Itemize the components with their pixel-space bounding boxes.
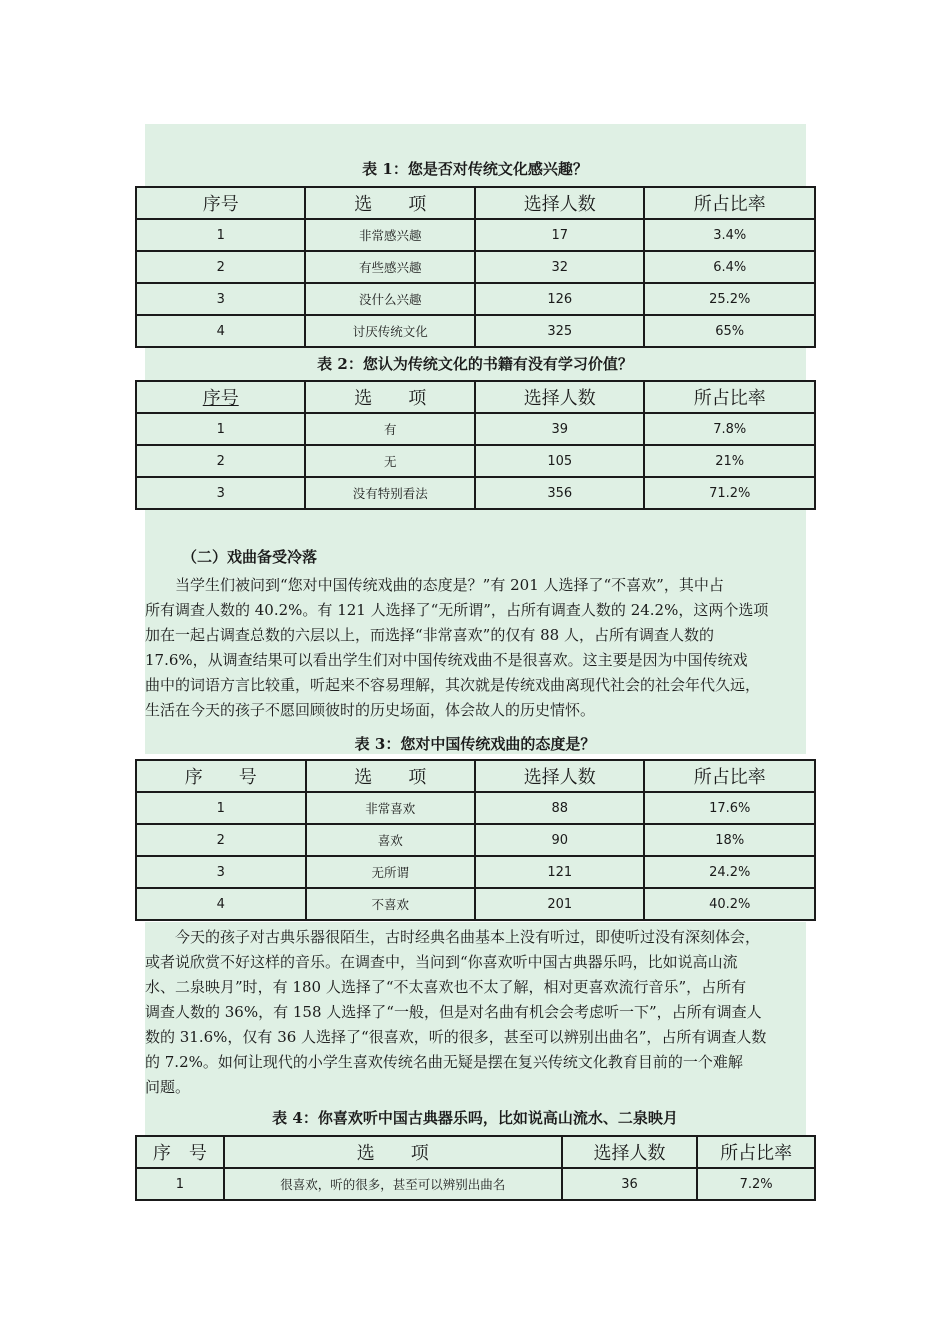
paragraph-line: 17.6%，从调查结果可以看出学生们对中国传统戏曲不是很喜欢。这主要是因为中国传统戏 xyxy=(145,651,748,669)
table-row xyxy=(136,477,815,509)
header-cell: 选择人数 xyxy=(562,1136,698,1168)
table-2-caption: 表 2：您认为传统文化的书籍有没有学习价值？ xyxy=(317,355,633,373)
header-cell: 选 项 xyxy=(224,1136,562,1168)
cell-percent: 6.4% xyxy=(644,251,815,283)
cell-count: 17 xyxy=(475,219,644,251)
table-row xyxy=(136,792,815,824)
paragraph-line: 水、二泉映月”时，有 180 人选择了“不太喜欢也不太了解，相对更喜欢流行音乐”，占所有 xyxy=(145,978,747,996)
table-4 xyxy=(135,1135,816,1201)
paragraph-line: 生活在今天的孩子不愿回顾彼时的历史场面，体会故人的历史情怀。 xyxy=(145,701,596,719)
header-cell: 选择人数 xyxy=(475,187,644,219)
cell-number: 2 xyxy=(136,445,305,477)
table-row xyxy=(136,824,815,856)
table-header-row xyxy=(136,187,815,219)
cell-count: 105 xyxy=(475,445,644,477)
paragraph-2 xyxy=(145,925,815,1100)
table-row xyxy=(136,1168,815,1200)
header-cell: 选择人数 xyxy=(475,381,644,413)
table-1 xyxy=(135,186,816,348)
section-heading: （二）戏曲备受冷落 xyxy=(182,548,318,566)
cell-number: 2 xyxy=(136,824,306,856)
cell-number: 4 xyxy=(136,315,305,347)
cell-number: 1 xyxy=(136,413,305,445)
header-cell: 所占比率 xyxy=(644,760,815,792)
paragraph-line: 问题。 xyxy=(145,1078,191,1096)
header-cell: 所占比率 xyxy=(644,187,815,219)
header-cell: 选 项 xyxy=(305,187,475,219)
table-row xyxy=(136,888,815,920)
header-cell: 所占比率 xyxy=(644,381,815,413)
cell-count: 90 xyxy=(475,824,644,856)
cell-count: 325 xyxy=(475,315,644,347)
paragraph-line: 所有调查人数的 40.2%。有 121 人选择了“无所谓”，占所有调查人数的 24.2%，这两个选项 xyxy=(145,601,769,619)
paragraph-line: 加在一起占调查总数的六层以上，而选择“非常喜欢”的仅有 88 人，占所有调查人数的 xyxy=(145,626,714,644)
cell-number: 1 xyxy=(136,219,305,251)
paragraph-line: 数的 31.6%，仅有 36 人选择了“很喜欢，听的很多，甚至可以辨别出曲名”，占所有调查人数 xyxy=(145,1028,767,1046)
header-cell: 序号 xyxy=(136,381,305,413)
cell-number: 1 xyxy=(136,792,306,824)
cell-count: 121 xyxy=(475,856,644,888)
table-3-caption: 表 3：您对中国传统戏曲的态度是？ xyxy=(354,735,596,753)
table-header-row xyxy=(136,1136,815,1168)
cell-option: 无所谓 xyxy=(306,856,476,888)
cell-number: 3 xyxy=(136,283,305,315)
table-1-caption: 表 1：您是否对传统文化感兴趣？ xyxy=(362,160,588,178)
paragraph-1 xyxy=(145,573,815,723)
cell-number: 1 xyxy=(136,1168,224,1200)
cell-option: 有些感兴趣 xyxy=(305,251,475,283)
table-row xyxy=(136,315,815,347)
cell-option: 很喜欢，听的很多，甚至可以辨别出曲名 xyxy=(224,1168,562,1200)
cell-percent: 18% xyxy=(644,824,815,856)
paragraph-line: 曲中的词语方言比较重，听起来不容易理解，其次就是传统戏曲离现代社会的社会年代久远， xyxy=(145,676,761,694)
paragraph-line: 或者说欣赏不好这样的音乐。在调查中，当问到“你喜欢听中国古典器乐吗，比如说高山流 xyxy=(145,953,738,971)
table-4-caption: 表 4：你喜欢听中国古典器乐吗，比如说高山流水、二泉映月 xyxy=(272,1109,678,1127)
header-cell: 序 号 xyxy=(136,1136,224,1168)
cell-number: 2 xyxy=(136,251,305,283)
cell-option: 有 xyxy=(305,413,475,445)
cell-option: 无 xyxy=(305,445,475,477)
header-cell: 选择人数 xyxy=(475,760,644,792)
table-header-row xyxy=(136,381,815,413)
cell-percent: 40.2% xyxy=(644,888,815,920)
table-row xyxy=(136,219,815,251)
cell-percent: 25.2% xyxy=(644,283,815,315)
cell-percent: 17.6% xyxy=(644,792,815,824)
cell-count: 88 xyxy=(475,792,644,824)
cell-count: 201 xyxy=(475,888,644,920)
paragraph-line: 当学生们被问到“您对中国传统戏曲的态度是？”有 201 人选择了“不喜欢”，其中占 xyxy=(175,576,724,594)
cell-percent: 3.4% xyxy=(644,219,815,251)
header-cell: 选 项 xyxy=(305,381,475,413)
cell-count: 39 xyxy=(475,413,644,445)
paragraph-line: 今天的孩子对古典乐器很陌生，古时经典名曲基本上没有听过，即使听过没有深刻体会， xyxy=(175,928,761,946)
table-row xyxy=(136,856,815,888)
table-row xyxy=(136,413,815,445)
cell-percent: 7.2% xyxy=(697,1168,815,1200)
header-cell: 选 项 xyxy=(306,760,476,792)
paragraph-line: 调查人数的 36%，有 158 人选择了“一般，但是对名曲有机会会考虑听一下”，占所有调查人 xyxy=(145,1003,762,1021)
cell-percent: 71.2% xyxy=(644,477,815,509)
header-cell: 序号 xyxy=(136,187,305,219)
cell-option: 讨厌传统文化 xyxy=(305,315,475,347)
cell-count: 32 xyxy=(475,251,644,283)
cell-percent: 21% xyxy=(644,445,815,477)
cell-count: 356 xyxy=(475,477,644,509)
cell-count: 126 xyxy=(475,283,644,315)
cell-number: 4 xyxy=(136,888,306,920)
cell-option: 不喜欢 xyxy=(306,888,476,920)
table-header-row xyxy=(136,760,815,792)
table-row xyxy=(136,445,815,477)
cell-percent: 65% xyxy=(644,315,815,347)
header-cell: 所占比率 xyxy=(697,1136,815,1168)
header-cell: 序 号 xyxy=(136,760,306,792)
cell-option: 非常喜欢 xyxy=(306,792,476,824)
table-row xyxy=(136,251,815,283)
cell-percent: 24.2% xyxy=(644,856,815,888)
cell-option: 喜欢 xyxy=(306,824,476,856)
cell-option: 没有特别看法 xyxy=(305,477,475,509)
cell-percent: 7.8% xyxy=(644,413,815,445)
cell-number: 3 xyxy=(136,477,305,509)
cell-count: 36 xyxy=(562,1168,698,1200)
cell-option: 非常感兴趣 xyxy=(305,219,475,251)
cell-option: 没什么兴趣 xyxy=(305,283,475,315)
table-row xyxy=(136,283,815,315)
table-3 xyxy=(135,759,816,921)
paragraph-line: 的 7.2%。如何让现代的小学生喜欢传统名曲无疑是摆在复兴传统文化教育目前的一个难解 xyxy=(145,1053,743,1071)
table-2 xyxy=(135,380,816,510)
cell-number: 3 xyxy=(136,856,306,888)
